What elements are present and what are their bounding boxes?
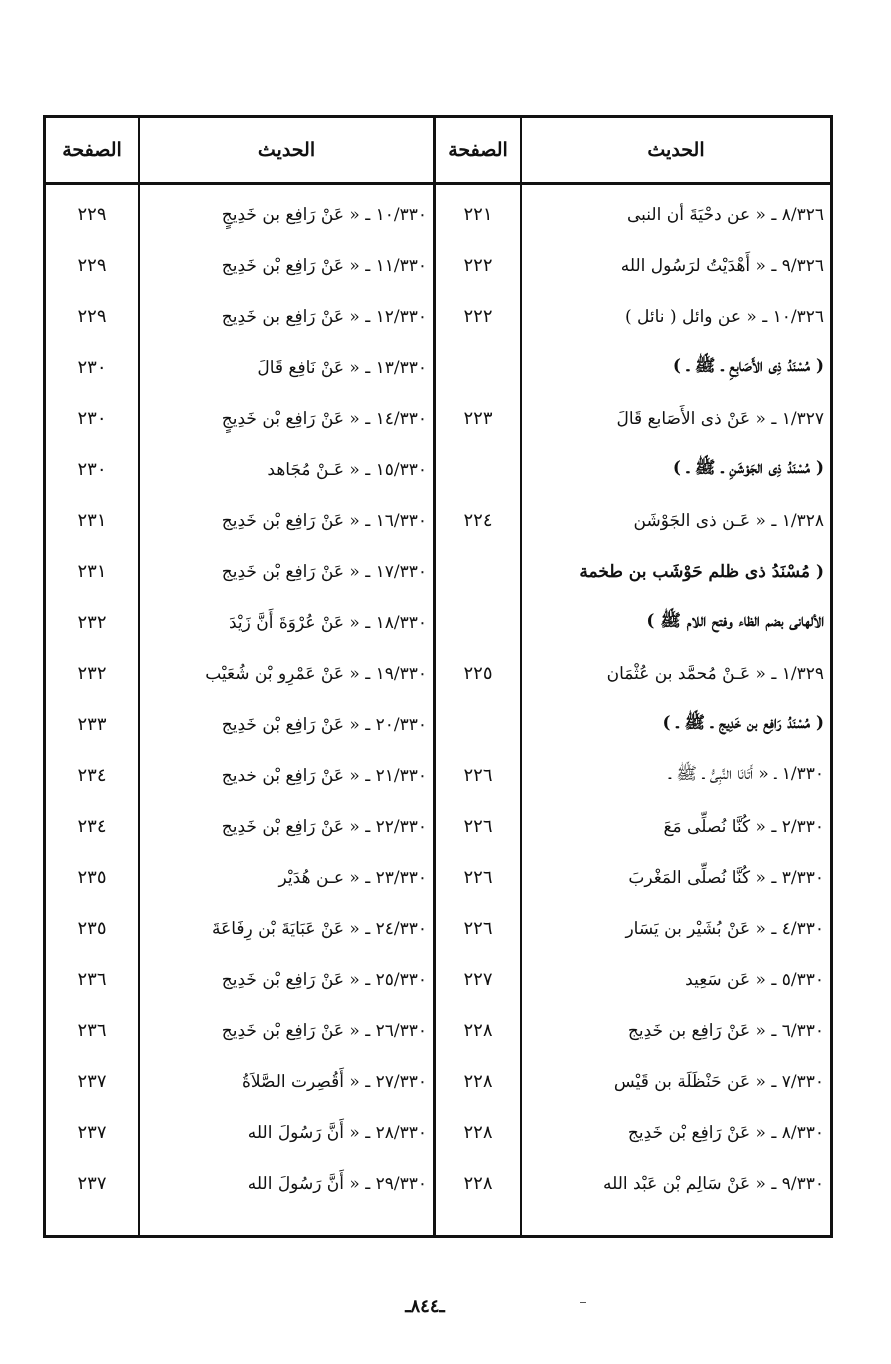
- header-right-page: الصفحة: [448, 139, 508, 161]
- right-page-cell: ٢٢٦: [463, 765, 493, 786]
- right-hadith-text: ( مُسْنَدُ ذِى الجَوْشَنِ ـ ﷺ ـ ): [672, 458, 824, 478]
- left-hadith-cell: [142, 1056, 427, 1107]
- table-row: [46, 189, 830, 240]
- left-hadith-cell: [142, 597, 427, 648]
- left-page-cell: ٢٣٠: [77, 357, 107, 378]
- left-page-cell: ٢٣٥: [77, 867, 107, 888]
- left-hadith-cell: [142, 342, 427, 393]
- right-hadith-cell: [522, 597, 824, 648]
- right-hadith-cell: [522, 903, 824, 954]
- left-hadith-cell: [142, 495, 427, 546]
- right-page-cell: [436, 444, 520, 495]
- header-left-hadith: الحديث: [257, 139, 316, 161]
- right-hadith-text: ١/٣٢٩ ـ « عَـنْ مُحمَّد بن عُثْمَان: [606, 663, 824, 684]
- right-page-cell: ٢٢٦: [463, 918, 493, 939]
- page-number: ـ٨٤٤ـ: [405, 1296, 445, 1317]
- left-hadith-cell: [142, 444, 427, 495]
- right-hadith-cell: [522, 546, 824, 597]
- right-hadith-cell: [522, 699, 824, 750]
- right-page-cell: ٢٢٧: [463, 969, 493, 990]
- right-page-cell: ٢٢٨: [463, 1173, 493, 1194]
- right-page-cell: ٢٢٥: [463, 663, 493, 684]
- right-page-cell: [436, 342, 520, 393]
- table-row: [46, 648, 830, 699]
- right-hadith-text: ١٠/٣٢٦ ـ « عن وائل ( نائل ): [624, 306, 824, 327]
- table-row: [46, 801, 830, 852]
- left-hadith-cell: [142, 648, 427, 699]
- left-hadith-text: ١٩/٣٣٠ ـ « عَنْ عَمْرِو بْن شُعَيْب: [205, 663, 427, 684]
- right-hadith-text: ٨/٣٢٦ ـ « عن دحْيَةَ أن النبى: [626, 204, 824, 225]
- left-hadith-text: ١٦/٣٣٠ ـ « عَنْ رَافِع بْن خَدِيج: [221, 510, 427, 531]
- right-page-cell: ٢٢٦: [463, 816, 493, 837]
- left-page-cell: ٢٣٦: [77, 969, 107, 990]
- left-hadith-cell: [142, 546, 427, 597]
- right-page-cell: ٢٢٤: [463, 510, 493, 531]
- header-left-page: الصفحة: [62, 139, 122, 161]
- left-page-cell: ٢٣٧: [77, 1071, 107, 1092]
- left-page-cell: ٢٢٩: [77, 204, 107, 225]
- right-hadith-cell: [522, 1056, 824, 1107]
- right-page-cell: ٢٢١: [463, 204, 493, 225]
- right-hadith-text: ٧/٣٣٠ ـ « عَن حَنْظَلَة بن قَيْس: [613, 1071, 824, 1092]
- table-row: [46, 903, 830, 954]
- left-hadith-text: ٢٢/٣٣٠ ـ « عَنْ رَافِع بْن خَدِيج: [221, 816, 427, 837]
- left-hadith-cell: [142, 393, 427, 444]
- right-hadith-text: ( مُسْنَدُ رَافِع بن خَدِيج ـ ﷺ ـ ): [662, 713, 824, 733]
- left-page-cell: ٢٣١: [77, 510, 107, 531]
- left-page-cell: ٢٢٩: [77, 255, 107, 276]
- table-row: [46, 597, 830, 648]
- right-hadith-text: ٩/٣٢٦ ـ « أَهْدَيْتُ لرَسُول الله: [620, 255, 824, 276]
- left-page-cell: ٢٣٧: [77, 1122, 107, 1143]
- right-page-cell: ٢٢٨: [463, 1071, 493, 1092]
- right-hadith-text: ( مُسْنَدُ ذِى الأَصَابِعِ ـ ﷺ ـ ): [672, 356, 824, 376]
- right-hadith-text: ٢/٣٣٠ ـ « كُنَّا نُصلِّى مَعَ: [663, 816, 824, 837]
- left-hadith-text: ٢٣/٣٣٠ ـ « عـن هُدَيْر: [278, 867, 427, 888]
- left-page-cell: ٢٣٢: [77, 663, 107, 684]
- right-hadith-text: ١/٣٣٠ ـ « أَتَانَا النَّبِىُّ ـ ﷺ ـ: [668, 764, 824, 784]
- left-hadith-text: ٢٩/٣٣٠ ـ « أَنَّ رَسُولَ الله: [247, 1173, 427, 1194]
- right-hadith-cell: [522, 240, 824, 291]
- left-page-cell: ٢٣٤: [77, 816, 107, 837]
- table-row: [46, 852, 830, 903]
- right-hadith-cell: [522, 189, 824, 240]
- left-hadith-cell: [142, 954, 427, 1005]
- table-row: [46, 240, 830, 291]
- left-hadith-text: ١١/٣٣٠ ـ « عَنْ رَافِع بْن خَدِيج: [221, 255, 427, 276]
- right-hadith-cell: [522, 1107, 824, 1158]
- right-hadith-text: ٨/٣٣٠ ـ « عَنْ رَافِع بْن خَدِيج: [627, 1122, 824, 1143]
- left-hadith-text: ٢٠/٣٣٠ ـ « عَنْ رَافِع بْن خَدِيج: [221, 714, 427, 735]
- right-hadith-cell: [522, 1158, 824, 1209]
- left-hadith-text: ٢١/٣٣٠ ـ « عَنْ رَافِع بْن خديج: [221, 765, 427, 786]
- left-hadith-cell: [142, 801, 427, 852]
- left-page-cell: ٢٣٠: [77, 408, 107, 429]
- table-row: [46, 1005, 830, 1056]
- table-row: [46, 1158, 830, 1209]
- table-row: [46, 546, 830, 597]
- left-hadith-cell: [142, 240, 427, 291]
- left-hadith-text: ١٠/٣٣٠ ـ « عَنْ رَافِع بن خَدِيجٍ: [221, 204, 427, 225]
- table-row: [46, 954, 830, 1005]
- index-table: [43, 115, 833, 1238]
- right-page-cell: ٢٢٨: [463, 1122, 493, 1143]
- decorative-mark: [580, 1302, 586, 1303]
- right-page-cell: ٢٢٢: [463, 306, 493, 327]
- right-page-cell: [436, 546, 520, 597]
- left-page-cell: ٢٣٣: [77, 714, 107, 735]
- right-hadith-cell: [522, 750, 824, 801]
- left-hadith-cell: [142, 1107, 427, 1158]
- right-hadith-cell: [522, 444, 824, 495]
- left-hadith-cell: [142, 291, 427, 342]
- right-page-cell: ٢٢٣: [463, 408, 493, 429]
- left-page-cell: ٢٣١: [77, 561, 107, 582]
- left-hadith-cell: [142, 852, 427, 903]
- left-hadith-text: ٢٤/٣٣٠ ـ « عَنْ عَبَايَةَ بْن رِفَاعَةَ: [211, 918, 427, 939]
- right-hadith-text: ٥/٣٣٠ ـ « عَن سَعِيد: [685, 969, 824, 990]
- table-row: [46, 699, 830, 750]
- left-hadith-text: ١٣/٣٣٠ ـ « عَنْ نَافِع قَالَ: [257, 357, 427, 378]
- left-hadith-text: ١٢/٣٣٠ ـ « عَنْ رَافِع بن خَدِيج: [221, 306, 427, 327]
- right-hadith-text: ٦/٣٣٠ ـ « عَنْ رَافِع بن خَدِيج: [627, 1020, 824, 1041]
- right-hadith-text: ٤/٣٣٠ ـ « عَنْ بُشَيْر بن يَسَار: [625, 918, 824, 939]
- right-hadith-cell: [522, 954, 824, 1005]
- right-hadith-cell: [522, 801, 824, 852]
- left-hadith-cell: [142, 699, 427, 750]
- right-hadith-cell: [522, 852, 824, 903]
- right-page-cell: [436, 597, 520, 648]
- left-page-cell: ٢٣٧: [77, 1173, 107, 1194]
- left-hadith-cell: [142, 903, 427, 954]
- table-row: [46, 495, 830, 546]
- left-hadith-text: ١٧/٣٣٠ ـ « عَنْ رَافِع بْن خَدِيج: [221, 561, 427, 582]
- table-row: [46, 750, 830, 801]
- right-hadith-cell: [522, 1005, 824, 1056]
- left-hadith-text: ٢٦/٣٣٠ ـ « عَنْ رَافِع بْن خَدِيج: [221, 1020, 427, 1041]
- left-page-cell: ٢٣٤: [77, 765, 107, 786]
- right-hadith-text: ١/٣٢٨ ـ « عَـن ذى الجَوْشَن: [633, 510, 824, 531]
- table-row: [46, 1056, 830, 1107]
- left-hadith-text: ٢٧/٣٣٠ ـ « أَقُصِرت الصَّلاَةُ: [241, 1071, 427, 1092]
- right-hadith-text: ٩/٣٣٠ ـ « عَنْ سَالِم بْن عَبْد الله: [603, 1173, 824, 1194]
- right-page-cell: [436, 699, 520, 750]
- left-hadith-cell: [142, 1158, 427, 1209]
- table-row: [46, 393, 830, 444]
- right-hadith-cell: [522, 393, 824, 444]
- header-right-hadith: الحديث: [647, 139, 705, 161]
- right-hadith-text: ١/٣٢٧ ـ « عَنْ ذى الأَصَابع قَالَ: [616, 408, 824, 429]
- right-page-cell: ٢٢٦: [463, 867, 493, 888]
- left-hadith-text: ١٥/٣٣٠ ـ « عَـنْ مُجَاهد: [267, 459, 427, 480]
- right-hadith-cell: [522, 648, 824, 699]
- left-hadith-text: ١٤/٣٣٠ ـ « عَنْ رَافِع بْن خَدِيجٍ: [221, 408, 427, 429]
- left-page-cell: ٢٣٠: [77, 459, 107, 480]
- left-hadith-cell: [142, 750, 427, 801]
- table-row: [46, 1107, 830, 1158]
- right-hadith-text: ( مُسْنَدُ ذى ظلم حَوْشَب بن طخمة: [579, 561, 824, 582]
- table-row: [46, 291, 830, 342]
- right-page-cell: ٢٢٢: [463, 255, 493, 276]
- left-hadith-text: ٢٨/٣٣٠ ـ « أَنَّ رَسُولَ الله: [247, 1122, 427, 1143]
- left-hadith-cell: [142, 189, 427, 240]
- table-row: [46, 444, 830, 495]
- right-hadith-text: الألهانى بضم الظاء وفتح اللام ﷺ ): [646, 611, 824, 631]
- left-page-cell: ٢٣٥: [77, 918, 107, 939]
- left-page-cell: ٢٢٩: [77, 306, 107, 327]
- left-hadith-cell: [142, 1005, 427, 1056]
- right-hadith-cell: [522, 342, 824, 393]
- right-hadith-cell: [522, 495, 824, 546]
- left-page-cell: ٢٣٦: [77, 1020, 107, 1041]
- header-rule: [46, 182, 830, 185]
- right-hadith-text: ٣/٣٣٠ ـ « كُنَّا نُصلِّى المَغْربَ: [628, 867, 824, 888]
- left-page-cell: ٢٣٢: [77, 612, 107, 633]
- left-hadith-text: ٢٥/٣٣٠ ـ « عَنْ رَافِع بْن خَدِيج: [221, 969, 427, 990]
- table-row: [46, 342, 830, 393]
- right-hadith-cell: [522, 291, 824, 342]
- right-page-cell: ٢٢٨: [463, 1020, 493, 1041]
- left-hadith-text: ١٨/٣٣٠ ـ « عَنْ عُرْوَةَ أَنَّ زَيْدَ: [229, 612, 427, 633]
